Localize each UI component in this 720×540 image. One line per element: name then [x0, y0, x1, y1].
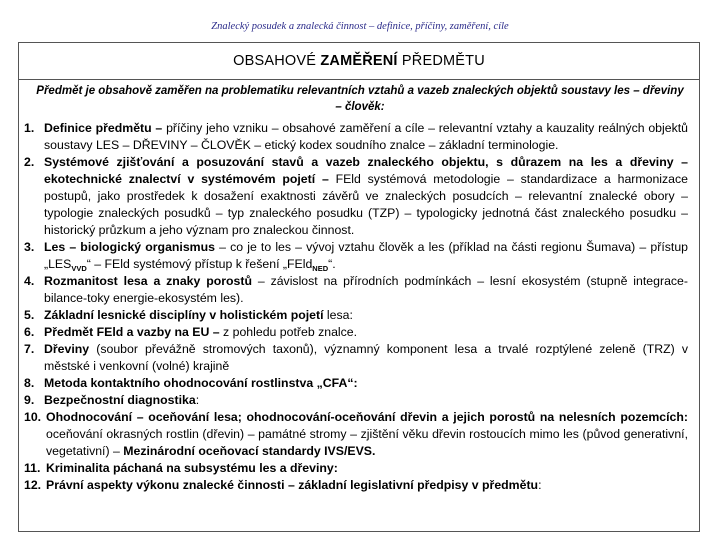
- item-number: 1.: [24, 121, 35, 135]
- list-item: [24, 409, 688, 460]
- item-number: 6.: [24, 325, 35, 339]
- item-heading: Rozmanitost lesa a znaky porostů: [44, 274, 252, 288]
- topic-list: [24, 120, 688, 494]
- intro-text: Předmět je obsahově zaměřen na problematiku relevantních vztahů a vazeb znaleckých objektů soustavy les – dřeviny – člověk:: [36, 85, 684, 113]
- item-heading: Metoda kontaktního ohodnocování rostlinstva „CFA“:: [44, 376, 358, 390]
- list-item: [24, 154, 688, 239]
- item-text: – co je to les – vývoj vztahu člověk a les (příklad na části regionu Šumava) – přístup „LES: [44, 240, 688, 271]
- item-text: lesa:: [323, 308, 353, 322]
- title-part1: OBSAHOVÉ: [233, 53, 321, 69]
- item-text: (soubor převážně stromových taxonů), významný komponent lesa a trvalé rozptýlené zeleně (TRZ) v městské i venkovní (volné) krajině: [44, 342, 688, 373]
- title-part3: PŘEDMĚTU: [397, 53, 485, 69]
- item-number: 11.: [24, 461, 41, 475]
- item-heading: Dřeviny: [44, 342, 90, 356]
- item-heading: Definice předmětu –: [44, 121, 163, 135]
- item-heading: Systémové zjišťování a posuzování stavů a vazeb znaleckého objektu, s důrazem na les a dřeviny – ekotechnické znalectví v systémovém pojetí –: [44, 155, 688, 186]
- subscript: VVD: [71, 264, 87, 273]
- item-heading: Kriminalita páchaná na subsystému les a dřeviny:: [46, 461, 338, 475]
- item-number: 5.: [24, 308, 35, 322]
- list-item: [24, 239, 688, 273]
- list-item: [24, 375, 688, 392]
- list-item: [24, 477, 688, 494]
- item-text: – závislost na přírodních podmínkách – lesní ekosystém (stupně integrace-bilance-toky energie-ekosystém les).: [44, 274, 688, 305]
- item-heading: Les – biologický organismus: [44, 240, 215, 254]
- item-number: 4.: [24, 274, 35, 288]
- item-text: z pohledu potřeb znalce.: [219, 325, 358, 339]
- item-text: příčiny jeho vzniku – obsahové zaměření a cíle – relevantní vztahy a kauzality reálných objektů soustavy LES – DŘEVINY – ČLOVĚK – etický kodex soudního znalce – základní terminologie.: [44, 121, 688, 152]
- item-text: :: [538, 478, 542, 492]
- list-item: [24, 324, 688, 341]
- title-part2: ZAMĚŘENÍ: [320, 53, 398, 69]
- item-text: “ – FEld systémový přístup k řešení „FEld: [86, 257, 313, 271]
- item-heading: Právní aspekty výkonu znalecké činnosti – základní legislativní předpisy v předmětu: [46, 478, 539, 492]
- subscript: NED: [312, 264, 329, 273]
- item-number: 12.: [24, 478, 42, 492]
- item-number: 8.: [24, 376, 35, 390]
- slide-title: [18, 42, 700, 80]
- item-number: 10.: [24, 410, 42, 424]
- item-heading-2: Mezinárodní oceňovací standardy IVS/EVS.: [119, 444, 376, 458]
- item-heading: Základní lesnické disciplíny v holistickém pojetí: [44, 308, 324, 322]
- list-item: [24, 392, 688, 409]
- item-number: 7.: [24, 342, 35, 356]
- list-item: [24, 460, 688, 477]
- item-text: FEld systémová metodologie – standardizace a harmonizace postupů, jako prostředek k dosažení exaktnosti závěrů ve znaleckých posudcích – relevantní znalecké obory – typologie znaleckých posudků – typ znaleckého posudku (TZP) – typologicky jednotná část znaleckého posudku – historický průzkum a jeho význam pro znaleckou činnost.: [44, 172, 689, 237]
- item-heading: Předmět FEld a vazby na EU –: [44, 325, 220, 339]
- list-item: [24, 273, 688, 307]
- item-number: 9.: [24, 393, 35, 407]
- item-heading: Ohodnocování – oceňování lesa; ohodnocování-oceňování dřevin a jejich porostů na nelesních pozemcích:: [46, 410, 688, 424]
- list-item: [24, 120, 688, 154]
- page-header: Znalecký posudek a znalecká činnost – definice, příčiny, zaměření, cíle: [211, 21, 509, 32]
- list-item: [24, 341, 688, 375]
- item-number: 3.: [24, 240, 35, 254]
- item-text: “.: [328, 257, 336, 271]
- list-item: [24, 307, 688, 324]
- item-number: 2.: [24, 155, 35, 169]
- item-heading: Bezpečnostní diagnostika: [44, 393, 196, 407]
- item-text: :: [195, 393, 200, 407]
- item-text: oceňování okrasných rostlin (dřevin) – památné stromy – zjištění věku dřevin rostoucích mimo les (původ generativní, vegetativní) –: [46, 427, 688, 458]
